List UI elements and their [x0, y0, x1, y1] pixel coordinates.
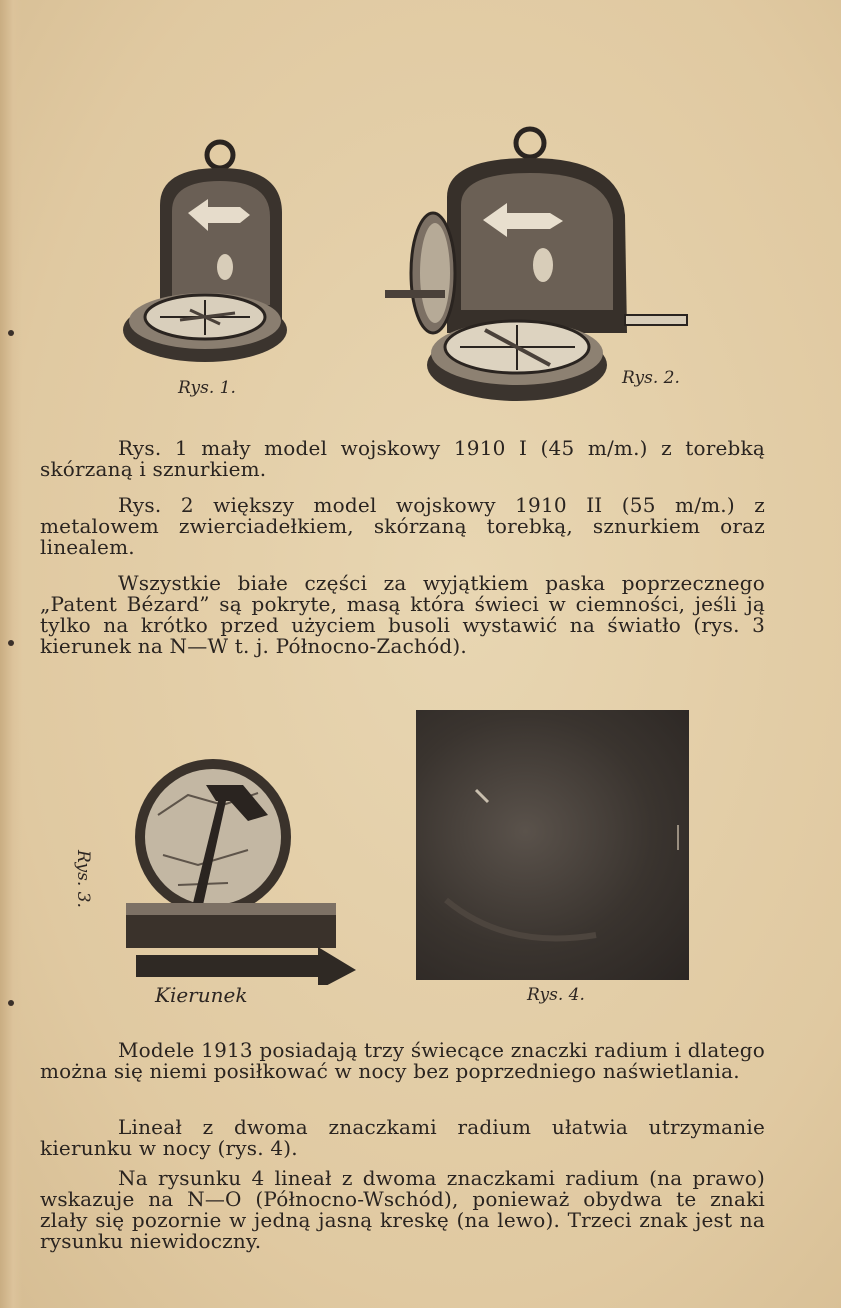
paragraph: Rys. 2 większy model wojskowy 1910 II (55 m/m.) z metalowem zwierciadełkiem, skórzaną torebką, sznurkiem oraz linealem. [40, 493, 765, 559]
figure-caption: Rys. 1. [178, 378, 236, 398]
paragraph: Na rysunku 4 lineał z dwoma znaczkami radium (na prawo) wskazuje na N—O (Północno-Wschód), ponieważ obydwa te znaki zlały się pozornie w jedną jasną kreskę (na lewo). Trzeci znak jest na rysunku niewidoczny. [40, 1166, 765, 1253]
book-spine [0, 0, 22, 1308]
binding-stitch [8, 640, 14, 646]
binding-stitch [8, 1000, 14, 1006]
figure-large-compass [385, 125, 690, 405]
paragraph: Wszystkie białe części za wyjątkiem paska poprzecznego „Patent Bézard” są pokryte, masą która świeci w ciemności, jeśli ją tylko na krótko przed użyciem busoli wystawić na światło (rys. 3 kierunek na N—W t. j. Północno-Zachód). [40, 571, 765, 658]
binding-stitch [8, 330, 14, 336]
paragraph: Lineał z dwoma znaczkami radium ułatwia utrzymanie kierunku w nocy (rys. 4). [40, 1115, 765, 1160]
figure-small-compass [120, 135, 300, 370]
night-photo-marks [416, 710, 689, 980]
figure-caption: Rys. 4. [527, 985, 585, 1005]
figure-caption: Rys. 3. [73, 850, 93, 908]
paragraph: Modele 1913 posiadają trzy świecące znaczki radium i dlatego można się niemi posiłkować w nocy bez poprzedniego naświetlania. [40, 1038, 765, 1083]
figure-night-photo [416, 710, 689, 980]
paragraph: Rys. 1 mały model wojskowy 1910 I (45 m/m.) z torebką skórzaną i sznurkiem. [40, 436, 765, 481]
figure-direction-label: Kierunek [155, 983, 248, 1007]
figure-compass-direction [118, 755, 358, 985]
figure-caption: Rys. 2. [622, 368, 680, 388]
